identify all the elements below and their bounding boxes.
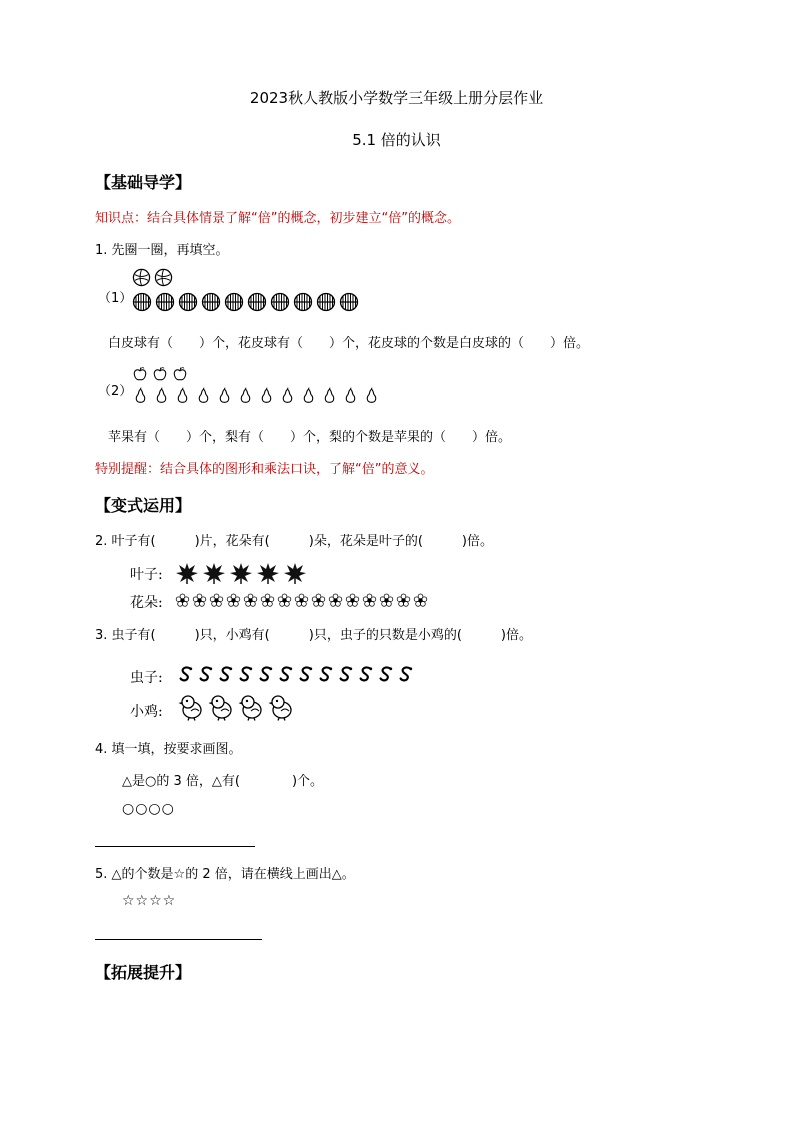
flower-label: 花朵:: [130, 595, 163, 611]
flower-icon: [226, 593, 241, 608]
question-5-text: 5. △的个数是☆的 2 倍，请在横线上画出△。: [95, 867, 355, 882]
leaf-row: [175, 561, 310, 585]
page-subtitle: 5.1 倍的认识: [352, 131, 441, 149]
pear-icon: [132, 387, 149, 404]
question-1-text: 1. 先圈一圈，再填空。: [95, 243, 229, 258]
pattern-ball-icon: [155, 292, 175, 312]
pattern-ball-icon: [247, 292, 267, 312]
worm-icon: [337, 665, 355, 683]
worm-icon: [377, 665, 395, 683]
flower-icon: [311, 593, 326, 608]
flower-icon: [277, 593, 292, 608]
worm-icon: [257, 665, 275, 683]
white-ball-row: [132, 268, 176, 287]
worm-icon: [317, 665, 335, 683]
flower-icon: [379, 593, 394, 608]
knowledge-point: 知识点：结合具体情景了解“倍”的概念，初步建立“倍”的概念。: [95, 211, 460, 226]
pear-icon: [279, 387, 296, 404]
pattern-ball-icon: [201, 292, 221, 312]
pear-icon: [300, 387, 317, 404]
flower-icon: [328, 593, 343, 608]
pear-icon: [216, 387, 233, 404]
star-shapes: ☆☆☆☆: [122, 893, 177, 909]
pear-row: [132, 387, 384, 404]
q1-part1-fill: 白皮球有（ ）个，花皮球有（ ）个，花皮球的个数是白皮球的（ ）倍。: [108, 336, 590, 351]
worm-icon: [397, 665, 415, 683]
worm-icon: [177, 665, 195, 683]
leaf-label: 叶子:: [130, 567, 163, 583]
pear-icon: [342, 387, 359, 404]
worm-row: [177, 665, 417, 683]
flower-icon: [209, 593, 224, 608]
flower-icon: [362, 593, 377, 608]
question-4-text: 4. 填一填，按要求画图。: [95, 742, 242, 757]
pattern-ball-icon: [339, 292, 359, 312]
pattern-ball-icon: [293, 292, 313, 312]
worm-label: 虫子:: [130, 670, 163, 686]
white-ball-icon: [132, 268, 151, 287]
apple-icon: [172, 366, 188, 382]
circle-shapes: ○○○○: [122, 801, 175, 817]
flower-icon: [243, 593, 258, 608]
pear-icon: [153, 387, 170, 404]
q1-part2-label: （2）: [98, 384, 133, 399]
pear-icon: [195, 387, 212, 404]
question-2-text: 2. 叶子有( )片，花朵有( )朵，花朵是叶子的( )倍。: [95, 534, 493, 549]
flower-row: [175, 593, 430, 608]
pear-icon: [174, 387, 191, 404]
pear-icon: [237, 387, 254, 404]
pattern-ball-icon: [178, 292, 198, 312]
apple-icon: [152, 366, 168, 382]
chick-label: 小鸡:: [130, 704, 163, 720]
leaf-icon: [175, 561, 199, 585]
chick-icon: [177, 693, 205, 721]
flower-icon: [345, 593, 360, 608]
section-variant-heading: 【变式运用】: [95, 496, 192, 515]
answer-line-q4[interactable]: [95, 846, 255, 847]
pattern-ball-icon: [132, 292, 152, 312]
flower-icon: [396, 593, 411, 608]
section-extend-heading: 【拓展提升】: [95, 963, 192, 982]
chick-icon: [267, 693, 295, 721]
question-4-sub: △是○的 3 倍，△有( )个。: [122, 774, 324, 789]
q1-part1-label: （1）: [98, 291, 133, 306]
worm-icon: [357, 665, 375, 683]
pear-icon: [258, 387, 275, 404]
flower-icon: [192, 593, 207, 608]
special-reminder: 特别提醒：结合具体的图形和乘法口诀，了解“倍”的意义。: [95, 462, 434, 477]
worm-icon: [237, 665, 255, 683]
apple-row: [132, 366, 192, 382]
flower-icon: [175, 593, 190, 608]
worm-icon: [277, 665, 295, 683]
flower-icon: [294, 593, 309, 608]
section-basic-heading: 【基础导学】: [95, 173, 192, 192]
pattern-ball-icon: [316, 292, 336, 312]
flower-icon: [260, 593, 275, 608]
pattern-ball-icon: [270, 292, 290, 312]
white-ball-icon: [154, 268, 173, 287]
apple-icon: [132, 366, 148, 382]
chick-row: [177, 693, 297, 721]
worm-icon: [217, 665, 235, 683]
leaf-icon: [283, 561, 307, 585]
pattern-ball-row: [132, 292, 362, 312]
pattern-ball-icon: [224, 292, 244, 312]
leaf-icon: [202, 561, 226, 585]
worm-icon: [197, 665, 215, 683]
leaf-icon: [229, 561, 253, 585]
leaf-icon: [256, 561, 280, 585]
chick-icon: [207, 693, 235, 721]
pear-icon: [321, 387, 338, 404]
page-title: 2023秋人教版小学数学三年级上册分层作业: [249, 89, 544, 107]
pear-icon: [363, 387, 380, 404]
q1-part2-fill: 苹果有（ ）个，梨有（ ）个，梨的个数是苹果的（ ）倍。: [108, 430, 512, 445]
worm-icon: [297, 665, 315, 683]
chick-icon: [237, 693, 265, 721]
question-3-text: 3. 虫子有( )只，小鸡有( )只，虫子的只数是小鸡的( )倍。: [95, 628, 532, 643]
answer-line-q5[interactable]: [95, 939, 262, 940]
flower-icon: [413, 593, 428, 608]
